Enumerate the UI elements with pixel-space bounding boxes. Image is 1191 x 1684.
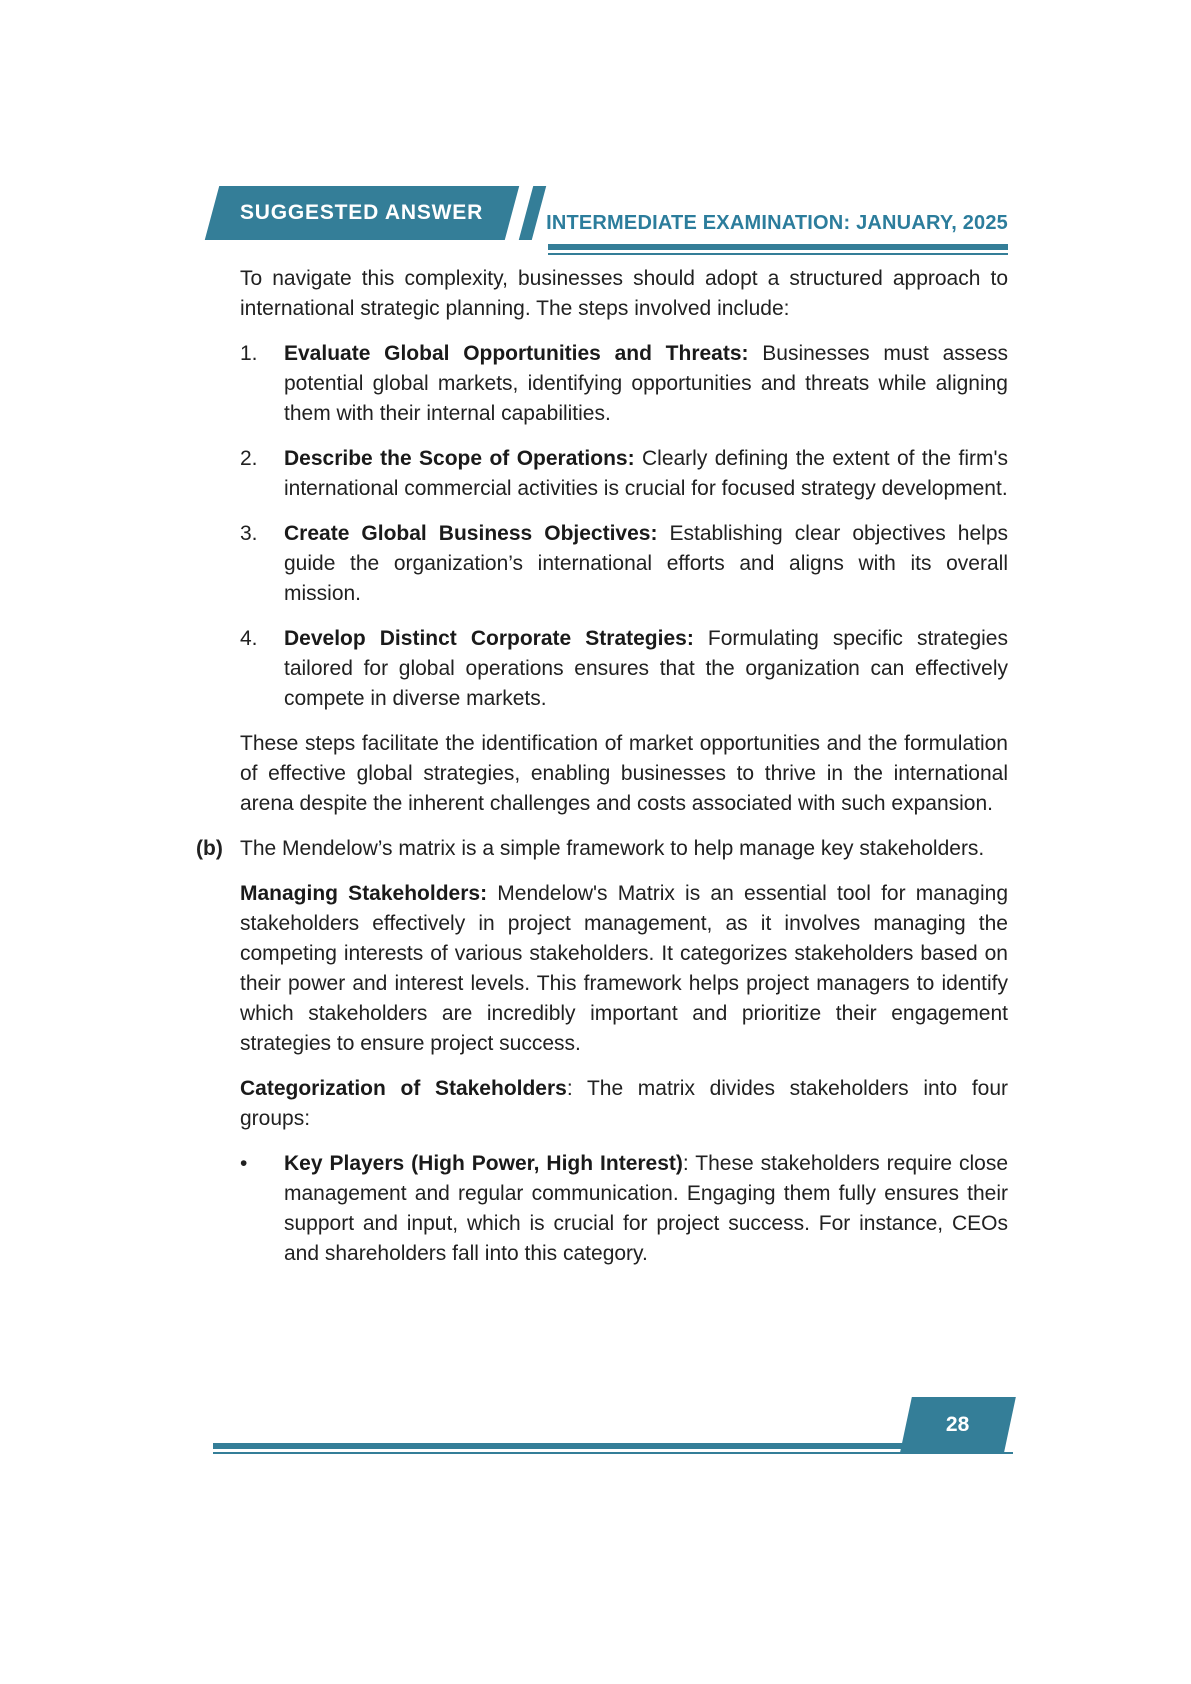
- part-b-marker: (b): [196, 837, 223, 860]
- step-number: 4.: [240, 627, 258, 650]
- step-text: [284, 339, 1008, 429]
- steps-summary-paragraph: These steps facilitate the identification of market opportunities and the formulation of effective global strategies, enabling businesses to thrive in the international arena despite the inherent challenges and costs associated with such expansion.: [240, 732, 1008, 815]
- intro-paragraph: To navigate this complexity, businesses should adopt a structured approach to international strategic planning. The steps involved include:: [240, 267, 1008, 320]
- part-b-text: The Mendelow’s matrix is a simple framework to help manage key stakeholders.: [240, 837, 985, 860]
- bullet-text: [284, 1149, 1008, 1269]
- step-lead: Describe the Scope of Operations:: [284, 447, 635, 470]
- step-body: Businesses must assess potential global markets, identifying opportunities and threats while aligning them with their internal capabilities.: [284, 342, 1008, 425]
- numbered-step: [240, 624, 1008, 714]
- managing-stakeholders-lead: Managing Stakeholders:: [240, 882, 488, 905]
- footer-rule-thin: [213, 1452, 1013, 1454]
- step-number: 3.: [240, 522, 258, 545]
- header-rule-thick: [548, 244, 1008, 250]
- suggested-answer-label: SUGGESTED ANSWER: [240, 201, 484, 224]
- step-text: [284, 444, 1008, 504]
- managing-stakeholders-body: Mendelow's Matrix is an essential tool for managing stakeholders effectively in project management, as it involves managing the competing interests of various stakeholders. It categorizes stakeholders based on their power and interest levels. This framework helps project managers to identify which stakeholders are incredibly important and prioritize their engagement strategies to ensure project success.: [240, 882, 1009, 1055]
- categorization-lead: Categorization of Stakeholders: [240, 1077, 567, 1100]
- bullet-glyph: •: [240, 1152, 248, 1175]
- step-number: 2.: [240, 447, 258, 470]
- bullet-item: [240, 1149, 1008, 1269]
- footer-rule-thick: [213, 1443, 903, 1449]
- bullet-body: : These stakeholders require close management and regular communication. Engaging them fully ensures their support and input, which is crucial for project success. For instance, CEOs and shareholders fall into this category.: [284, 1152, 1008, 1265]
- part-b-paragraph: [196, 834, 1008, 864]
- numbered-step: [240, 519, 1008, 609]
- suggested-answer-banner: [205, 186, 519, 240]
- step-body: Establishing clear objectives helps guide the organization’s international efforts and aligns with its overall mission.: [284, 522, 1008, 605]
- bullet-lead: Key Players (High Power, High Interest): [284, 1152, 683, 1175]
- step-body: Formulating specific strategies tailored for global operations ensures that the organization can effectively compete in diverse markets.: [284, 627, 1008, 710]
- step-number: 1.: [240, 342, 258, 365]
- step-lead: Evaluate Global Opportunities and Threats:: [284, 342, 749, 365]
- exam-title: INTERMEDIATE EXAMINATION: JANUARY, 2025: [546, 212, 1008, 234]
- step-text: [284, 519, 1008, 609]
- page-number-box: [900, 1397, 1016, 1452]
- step-body: Clearly defining the extent of the firm's international commercial activities is crucial for focused strategy development.: [284, 447, 1008, 500]
- answer-content: [196, 264, 1009, 1284]
- managing-stakeholders-paragraph: [240, 879, 1008, 1059]
- step-lead: Develop Distinct Corporate Strategies:: [284, 627, 694, 650]
- categorization-paragraph: [240, 1074, 1008, 1134]
- step-text: [284, 624, 1008, 714]
- header-rule-thin: [548, 253, 1008, 255]
- step-lead: Create Global Business Objectives:: [284, 522, 658, 545]
- numbered-step: [240, 444, 1008, 504]
- page-number: 28: [946, 1412, 970, 1436]
- categorization-body: : The matrix divides stakeholders into four groups:: [240, 1077, 1009, 1130]
- numbered-step: [240, 339, 1008, 429]
